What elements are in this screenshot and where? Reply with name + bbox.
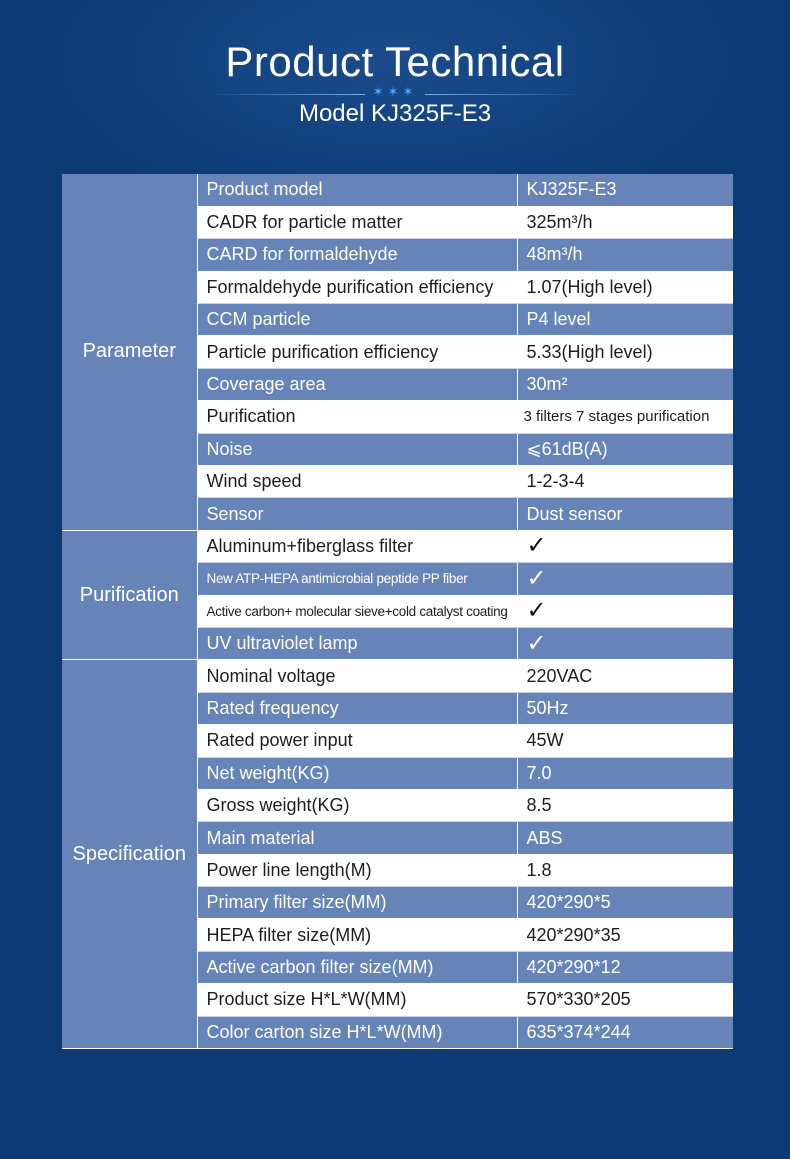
table-row (62, 174, 733, 206)
row-value: 420*290*12 (517, 951, 733, 983)
row-value: 30m² (517, 368, 733, 400)
row-label: Noise (197, 433, 517, 465)
checkmark-cell (517, 563, 733, 595)
divider-line-right (425, 94, 585, 95)
row-label: Particle purification efficiency (197, 336, 517, 368)
row-value: ⩽61dB(A) (517, 433, 733, 465)
row-value: Dust sensor (517, 498, 733, 530)
row-label: Gross weight(KG) (197, 789, 517, 821)
row-value: 7.0 (517, 757, 733, 789)
row-value: 420*290*5 (517, 887, 733, 919)
section-label: Specification (62, 660, 197, 1049)
row-label: Active carbon+ molecular sieve+cold catalyst coating (197, 595, 517, 627)
row-label: Active carbon filter size(MM) (197, 951, 517, 983)
row-label: Coverage area (197, 368, 517, 400)
row-value: 325m³/h (517, 206, 733, 238)
row-label: Net weight(KG) (197, 757, 517, 789)
row-label: Aluminum+fiberglass filter (197, 530, 517, 562)
row-label: Rated frequency (197, 692, 517, 724)
row-value: 45W (517, 725, 733, 757)
page-header (0, 0, 790, 160)
checkmark-icon: ✓ (526, 597, 547, 625)
checkmark-cell (517, 627, 733, 659)
row-label: Purification (197, 401, 517, 433)
row-label: Wind speed (197, 466, 517, 498)
checkmark-cell (517, 530, 733, 562)
row-value: 3 filters 7 stages purification (517, 401, 733, 433)
row-label: CCM particle (197, 304, 517, 336)
row-label: HEPA filter size(MM) (197, 919, 517, 951)
row-value: 8.5 (517, 789, 733, 821)
row-value: 5.33(High level) (517, 336, 733, 368)
row-label: Product model (197, 174, 517, 206)
section-label: Parameter (62, 174, 197, 530)
row-label: CADR for particle matter (197, 206, 517, 238)
row-value: P4 level (517, 304, 733, 336)
page-title: Product Technical (225, 38, 565, 85)
section-label: Purification (62, 530, 197, 660)
model-subtitle: Model KJ325F-E3 (298, 100, 492, 127)
table-row (62, 660, 733, 692)
row-label: CARD for formaldehyde (197, 239, 517, 271)
checkmark-icon: ✓ (526, 564, 547, 592)
row-label: New ATP-HEPA antimicrobial peptide PP fiber (197, 563, 517, 595)
row-value: 1.8 (517, 854, 733, 886)
row-value: 570*330*205 (517, 984, 733, 1016)
spec-table (62, 174, 733, 1049)
checkmark-cell (517, 595, 733, 627)
row-label: Power line length(M) (197, 854, 517, 886)
row-label: Nominal voltage (197, 660, 517, 692)
spec-table-body (62, 174, 733, 1049)
row-value: KJ325F-E3 (517, 174, 733, 206)
star-icon: ✶✶✶ (372, 84, 418, 99)
row-label: Sensor (197, 498, 517, 530)
checkmark-icon: ✓ (526, 629, 547, 657)
row-label: Primary filter size(MM) (197, 887, 517, 919)
row-value: ABS (517, 822, 733, 854)
row-label: Rated power input (197, 725, 517, 757)
row-value: 220VAC (517, 660, 733, 692)
table-row (62, 530, 733, 562)
row-label: Main material (197, 822, 517, 854)
row-value: 635*374*244 (517, 1016, 733, 1048)
row-label: Color carton size H*L*W(MM) (197, 1016, 517, 1048)
title-divider (205, 84, 585, 100)
row-value: 420*290*35 (517, 919, 733, 951)
row-label: Formaldehyde purification efficiency (197, 271, 517, 303)
row-value: 1-2-3-4 (517, 466, 733, 498)
checkmark-icon: ✓ (526, 532, 547, 560)
row-label: UV ultraviolet lamp (197, 627, 517, 659)
row-value: 50Hz (517, 692, 733, 724)
row-value: 1.07(High level) (517, 271, 733, 303)
row-label: Product size H*L*W(MM) (197, 984, 517, 1016)
divider-line-left (205, 94, 365, 95)
row-value: 48m³/h (517, 239, 733, 271)
